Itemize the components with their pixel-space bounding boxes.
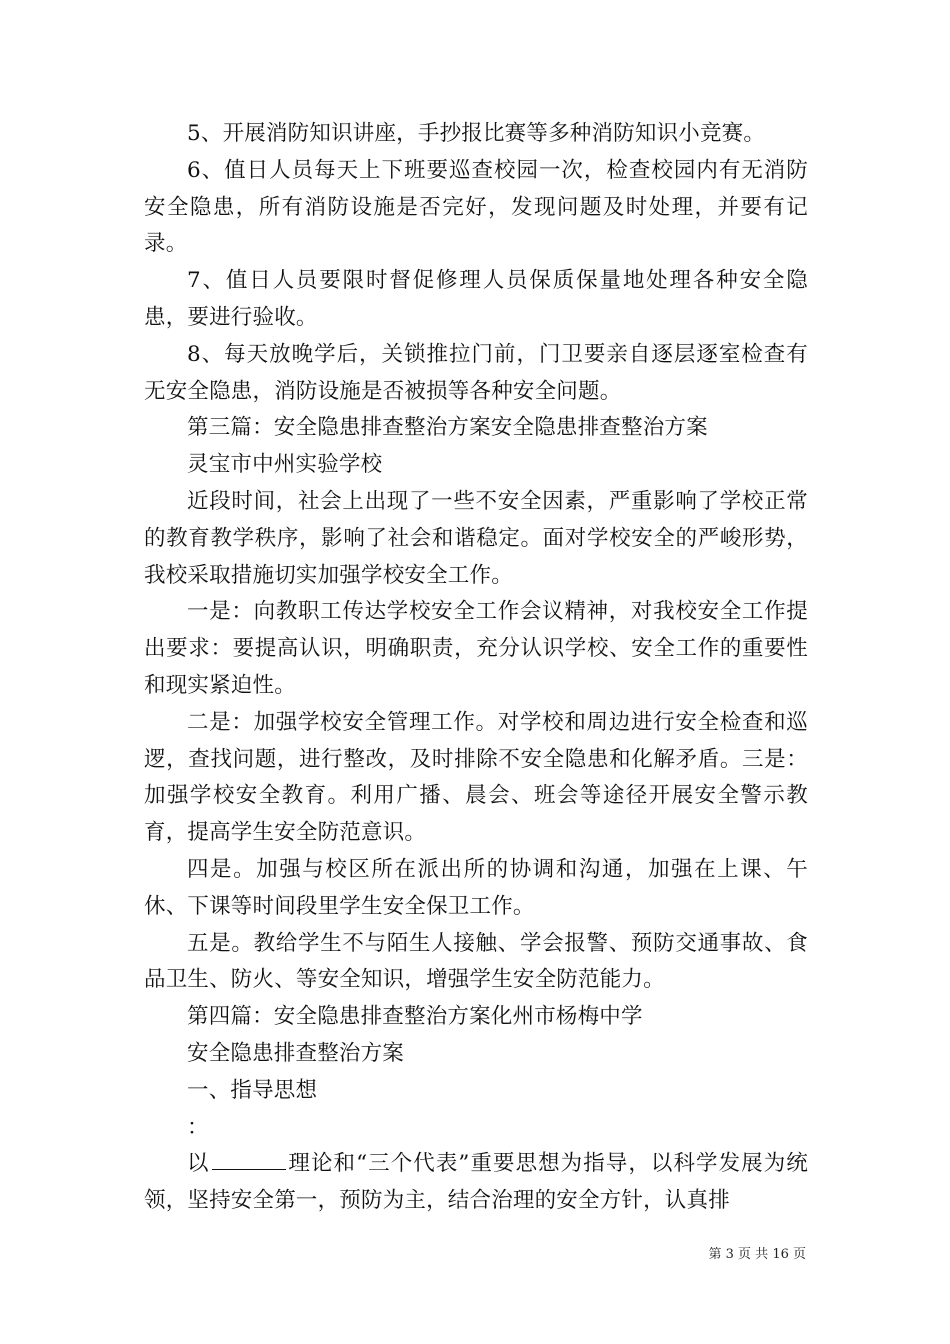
paragraph-item-5: 5、开展消防知识讲座，手抄报比赛等多种消防知识小竞赛。: [187, 121, 766, 146]
fill-in-blank: [212, 1151, 286, 1170]
plan-title: 安全隐患排查整治方案: [187, 1040, 405, 1066]
paragraph-guiding-text: [144, 1146, 808, 1220]
section-heading-part-4: 第四篇：安全隐患排查整治方案化州市杨梅中学: [187, 1004, 643, 1030]
paragraph-item-6: 6、值日人员每天上下班要巡查校园一次，检查校园内有无消防安全隐患，所有消防设施是否完好，发现问题及时处理，并要有记录。: [144, 157, 808, 257]
paragraph-point-2-3: 二是：加强学校安全管理工作。对学校和周边进行安全检查和巡逻，查找问题，进行整改，及时排除不安全隐患和化解矛盾。三是：加强学校安全教育。利用广播、晨会、班会等途径开展安全警示教育，提高学生安全防范意识。: [144, 709, 808, 846]
paragraph-point-1: 一是：向教职工传达学校安全工作会议精神，对我校安全工作提出要求：要提高认识，明确职责，充分认识学校、安全工作的重要性和现实紧迫性。: [144, 599, 808, 698]
page-number-footer: 第 3 页 共 16 页: [708, 1247, 806, 1262]
colon-line: ：: [187, 1114, 209, 1140]
paragraph-item-7: 7、值日人员要限时督促修理人员保质保量地处理各种安全隐患，要进行验收。: [144, 268, 808, 330]
paragraph-point-5: 五是。教给学生不与陌生人接触、学会报警、预防交通事故、食品卫生、防火、等安全知识，增强学生安全防范能力。: [144, 930, 808, 993]
subheading-guiding-thought: 一、指导思想: [187, 1077, 318, 1103]
section-heading-part-3: 第三篇：安全隐患排查整治方案安全隐患排查整治方案: [187, 415, 708, 441]
paragraph-item-8: 8、每天放晚学后，关锁推拉门前，门卫要亲自逐层逐室检查有无安全隐患，消防设施是否被损等各种安全问题。: [144, 341, 808, 404]
document-body: [144, 116, 808, 1220]
guiding-text-lead: 以: [187, 1151, 210, 1177]
guiding-text-rest: 理论和“三个代表”重要思想为指导，以科学发展为统领，坚持安全第一，预防为主，结合治理的安全方针，认真排: [144, 1151, 808, 1214]
paragraph-point-4: 四是。加强与校区所在派出所的协调和沟通，加强在上课、午休、下课等时间段里学生安全保卫工作。: [144, 856, 808, 919]
school-name: 灵宝市中州实验学校: [187, 452, 383, 478]
paragraph-intro: 近段时间，社会上出现了一些不安全因素，严重影响了学校正常的教育教学秩序，影响了社会和谐稳定。面对学校安全的严峻形势，我校采取措施切实加强学校安全工作。: [144, 488, 808, 588]
